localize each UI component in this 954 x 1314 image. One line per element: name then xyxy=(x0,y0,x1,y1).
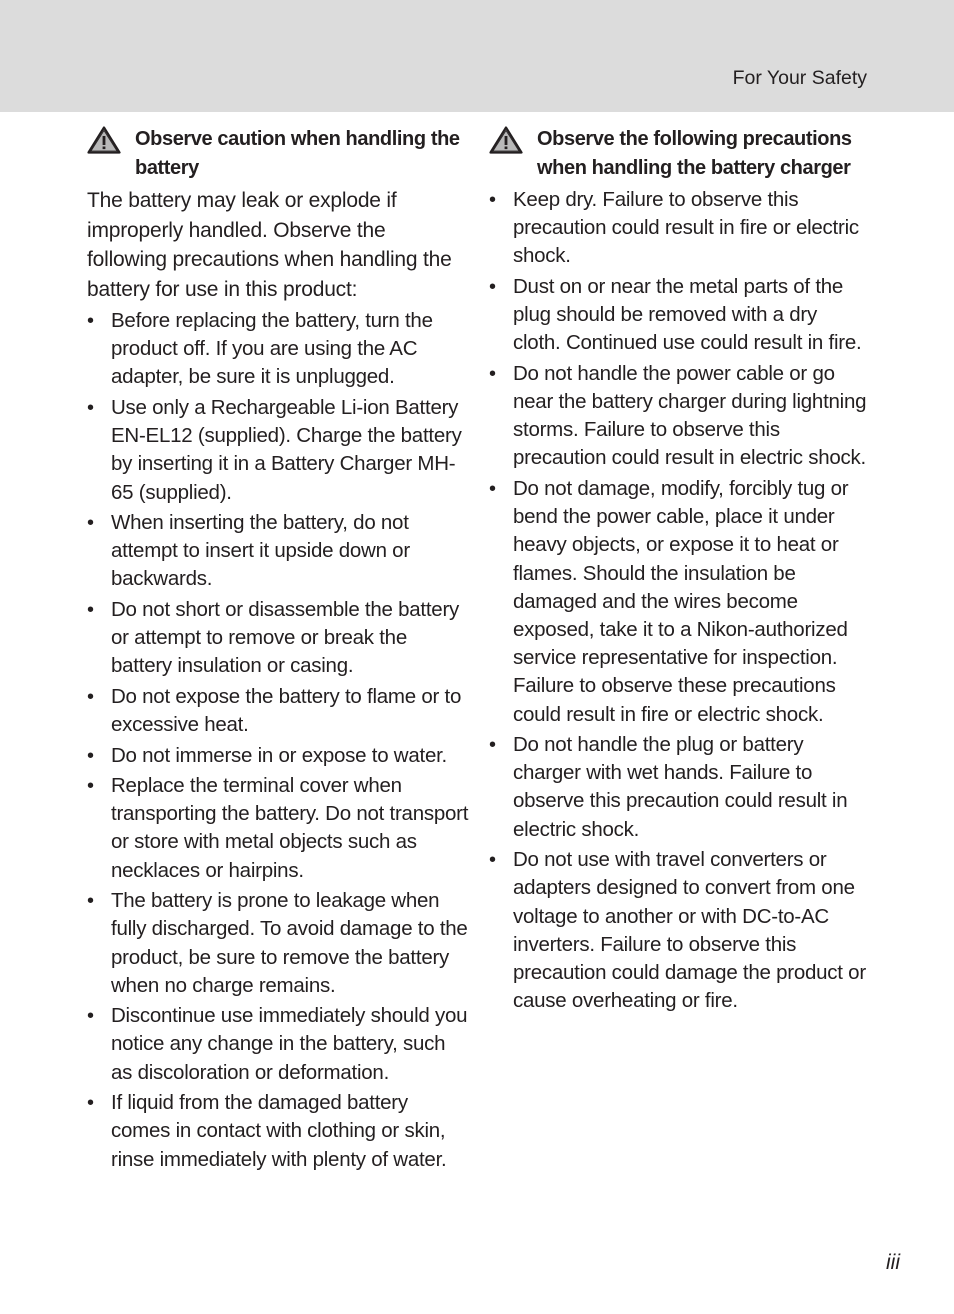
warning-triangle-icon xyxy=(489,126,523,154)
right-column xyxy=(489,125,869,1018)
bullet-icon: • xyxy=(87,512,94,535)
section-title: Observe caution when handling the battery xyxy=(135,128,460,179)
list-item: • Do not immerse in or expose to water. xyxy=(87,742,469,770)
battery-precautions-list xyxy=(87,307,469,1174)
list-item: • Do not handle the power cable or go near the battery charger during lightning storms. Failure to observe this precaution could result in electric shock. xyxy=(489,361,867,470)
bullet-icon: • xyxy=(87,775,94,798)
list-item: • Replace the terminal cover when transporting the battery. Do not transport or store with metal objects such as necklaces or hairpins. xyxy=(87,774,469,882)
bullet-icon: • xyxy=(87,396,94,419)
battery-intro-paragraph: The battery may leak or explode if improperly handled. Observe the following precautions when handling the battery for use in this product: xyxy=(87,189,452,301)
bullet-icon: • xyxy=(87,685,94,708)
section-header-title: For Your Safety xyxy=(732,67,867,89)
list-item: • Dust on or near the metal parts of the plug should be removed with a dry cloth. Continued use could result in fire. xyxy=(489,274,862,355)
warning-triangle-icon xyxy=(87,126,121,154)
left-column xyxy=(87,125,469,1176)
bullet-icon: • xyxy=(489,849,496,872)
bullet-icon: • xyxy=(87,890,94,913)
list-item: • Use only a Rechargeable Li-ion Battery EN-EL12 (supplied). Charge the battery by inserting it in a Battery Charger MH-65 (supplied). xyxy=(87,395,462,504)
list-item: • Do not damage, modify, forcibly tug or bend the power cable, place it under heavy objects, or expose it to heat or flames. Should the insulation be damaged and the wires become exposed, take it to a Nikon-authorized service representative for inspection. Failure to observe these precautions could result in fire or electric shock. xyxy=(489,476,849,726)
bullet-icon: • xyxy=(87,598,94,621)
page-number: iii xyxy=(886,1251,900,1274)
list-item: • Discontinue use immediately should you notice any change in the battery, such as discoloration or deformation. xyxy=(87,1004,468,1084)
bullet-icon: • xyxy=(87,310,94,332)
battery-caution-heading xyxy=(87,125,469,182)
bullet-icon: • xyxy=(489,477,496,500)
list-item: • Do not handle the plug or battery charger with wet hands. Failure to observe this precaution could result in electric shock. xyxy=(489,733,848,841)
section-title: Observe the following precautions when handling the battery charger xyxy=(537,128,852,179)
bullet-icon: • xyxy=(489,734,496,757)
list-item: • Keep dry. Failure to observe this precaution could result in fire or electric shock. xyxy=(489,188,859,268)
charger-precautions-list xyxy=(489,186,869,1015)
list-item: • Before replacing the battery, turn the product off. If you are using the AC adapter, be sure it is unplugged. xyxy=(87,309,433,389)
list-item: • Do not short or disassemble the battery or attempt to remove or break the battery insulation or casing. xyxy=(87,597,460,678)
list-item: • When inserting the battery, do not attempt to insert it upside down or backwards. xyxy=(87,511,410,591)
bullet-icon: • xyxy=(489,362,496,385)
list-item: • Do not use with travel converters or adapters designed to convert from one voltage to another or with DC-to-AC inverters. Failure to observe this precaution could damage the product or cause overheating or fire. xyxy=(489,848,866,1013)
bullet-icon: • xyxy=(489,275,496,298)
list-item: • The battery is prone to leakage when fully discharged. To avoid damage to the product, be sure to remove the battery when no charge remains. xyxy=(87,889,468,997)
list-item: • If liquid from the damaged battery comes in contact with clothing or skin, rinse immediately with plenty of water. xyxy=(87,1091,447,1171)
list-item: • Do not expose the battery to flame or to excessive heat. xyxy=(87,684,462,737)
bullet-icon: • xyxy=(87,1005,94,1028)
bullet-icon: • xyxy=(489,189,496,211)
bullet-icon: • xyxy=(87,744,94,767)
header-band xyxy=(0,0,954,112)
charger-caution-heading xyxy=(489,125,869,182)
bullet-icon: • xyxy=(87,1092,94,1115)
